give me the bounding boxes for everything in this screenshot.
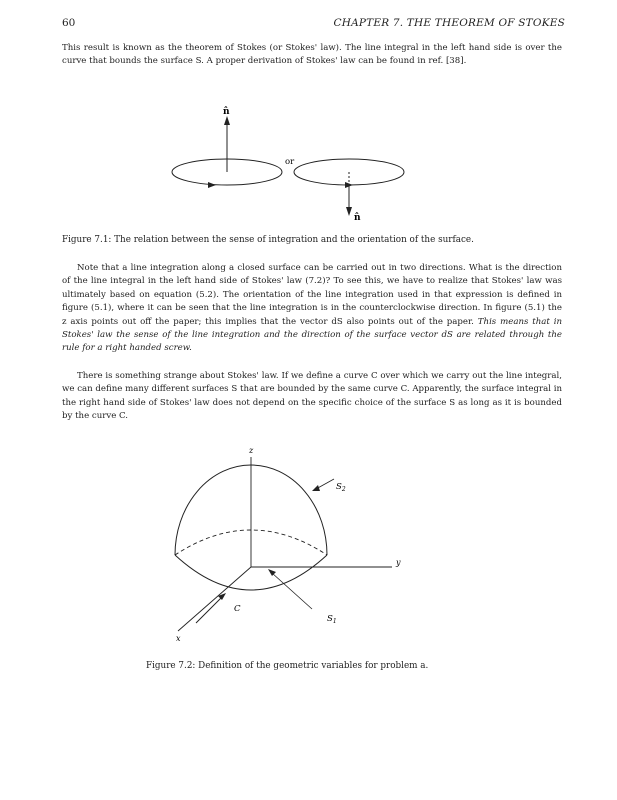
n-hat-bottom: n̂ <box>354 213 361 223</box>
s2-pointer-arrowhead <box>312 485 320 491</box>
s2-letter: S <box>336 482 342 492</box>
x-axis-label: x <box>176 634 181 643</box>
intro-paragraph: This result is known as the theorem of Stokes (or Stokes' law). The line integral in the left hand side is over the curve that bounds the surface S. A proper derivation of Stokes' law can be found in ref. [38]. <box>62 43 562 67</box>
s1-pointer-arrowhead <box>268 569 276 576</box>
chapter-title: CHAPTER 7. THE THEOREM OF STOKES <box>333 17 565 29</box>
normal-down-arrowhead <box>346 207 352 216</box>
c-pointer-arrowhead <box>218 593 226 600</box>
s1-pointer <box>272 573 312 609</box>
figure-7-1 <box>0 100 617 240</box>
figure-7-2 <box>0 445 617 655</box>
z-axis-label: z <box>249 446 254 455</box>
body-paragraph-1-text: Note that a line integration along a closed surface can be carried out in two directions. What is the direction of the line integral in the left hand side of Stokes' law (7.2)? To see this, we have to realize that Stokes' law was ultimately based on equation (5.2). The orientation of the line integration used in that expression is defined in figure (5.1), where it can be seen that the line integration is in the counterclockwise direction. In figure (5.1) the z axis points out off the paper; this implies that the vector dS also points out of the paper. <box>62 263 562 327</box>
s2-subscript: 2 <box>341 486 346 493</box>
or-label: or <box>285 157 295 167</box>
y-axis-label: y <box>396 558 401 567</box>
x-axis <box>178 567 251 631</box>
s1-subscript: 1 <box>332 618 337 625</box>
s2-label <box>336 482 346 493</box>
c-label: C <box>234 604 241 614</box>
s1-label <box>327 614 337 625</box>
body-paragraph-1 <box>62 262 562 356</box>
body-paragraph-1-italic: This means that in Stokes' law the sense of the line integration and the direction of the surface vector dS are related through the rule for a right handed screw. <box>62 316 562 354</box>
normal-up-arrowhead <box>224 116 230 125</box>
c-pointer <box>196 597 222 623</box>
s1-letter: S <box>327 614 333 624</box>
body-paragraph-2: There is something strange about Stokes' law. If we define a curve C over which we carry out the line integral, we can define many different surfaces S that are bounded by the same curve C. Apparently, the surface integral in the right hand side of Stokes' law does not depend on the specific choice of the surface S as long as it is bounded by the curve C. <box>62 371 562 422</box>
left-loop-direction-arrow <box>208 182 216 188</box>
n-hat-top: n̂ <box>223 107 230 117</box>
figure-7-2-caption: Figure 7.2: Definition of the geometric variables for problem a. <box>146 661 429 671</box>
page-number: 60 <box>62 17 76 29</box>
figure-7-1-caption: Figure 7.1: The relation between the sense of integration and the orientation of the surface. <box>62 235 474 245</box>
